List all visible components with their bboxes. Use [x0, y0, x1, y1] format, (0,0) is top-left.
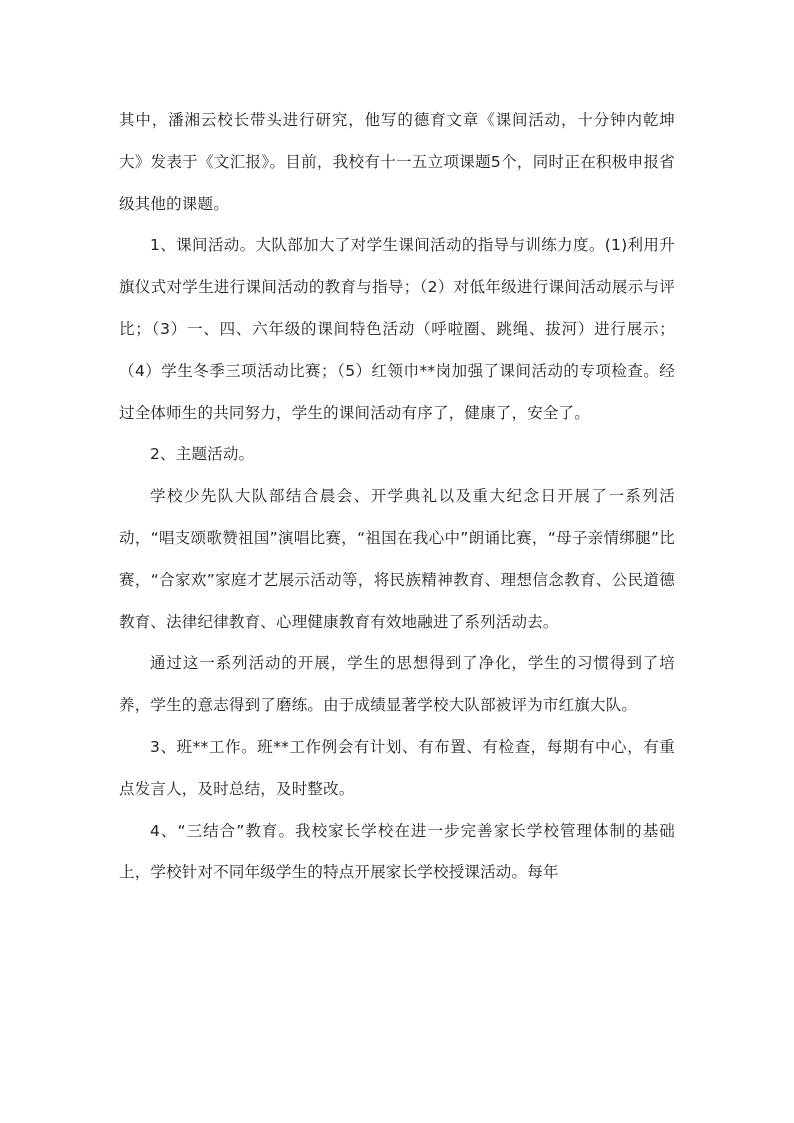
paragraph-recess-activities: 1、课间活动。大队部加大了对学生课间活动的指导与训练力度。(1)利用升旗仪式对学生进行课间活动的教育与指导；（2）对低年级进行课间活动展示与评比；（3）一、四、六年级的课间特色活动（呼啦圈、跳绳、拔河）进行展示；（4）学生冬季三项活动比赛；（5）红领巾**岗加强了课间活动的专项检查。经过全体师生的共同努力，学生的课间活动有序了，健康了，安全了。 — [119, 236, 675, 422]
paragraph-intro: 其中，潘湘云校长带头进行研究，他写的德育文章《课间活动，十分钟内乾坤大》发表于《文汇报》。目前，我校有十一五立项课题5个，同时正在积极申报省级其他的课题。 — [119, 111, 675, 213]
paragraph-theme-activities-heading: 2、主题活动。 — [150, 445, 255, 464]
paragraph-theme-activities: 学校少先队大队部结合晨会、开学典礼以及重大纪念日开展了一系列活动，“唱支颂歌赞祖国”演唱比赛，“祖国在我心中”朗诵比赛，“母子亲情绑腿”比赛，“合家欢”家庭才艺展示活动等，将民族精神教育、理想信念教育、公民道德教育、法律纪律教育、心理健康教育有效地融进了系列活动去。 — [119, 487, 675, 631]
paragraph-three-combination: 4、“三结合”教育。我校家长学校在进一步完善家长学校管理体制的基础上，学校针对不同年级学生的特点开展家长学校授课活动。每年 — [119, 821, 675, 882]
document-body — [119, 100, 675, 894]
paragraph-class-work: 3、班**工作。班**工作例会有计划、有布置、有检查，每期有中心，有重点发言人，及时总结，及时整改。 — [119, 737, 675, 798]
paragraph-results: 通过这一系列活动的开展，学生的思想得到了净化，学生的习惯得到了培养，学生的意志得到了磨练。由于成绩显著学校大队部被评为市红旗大队。 — [119, 654, 675, 715]
